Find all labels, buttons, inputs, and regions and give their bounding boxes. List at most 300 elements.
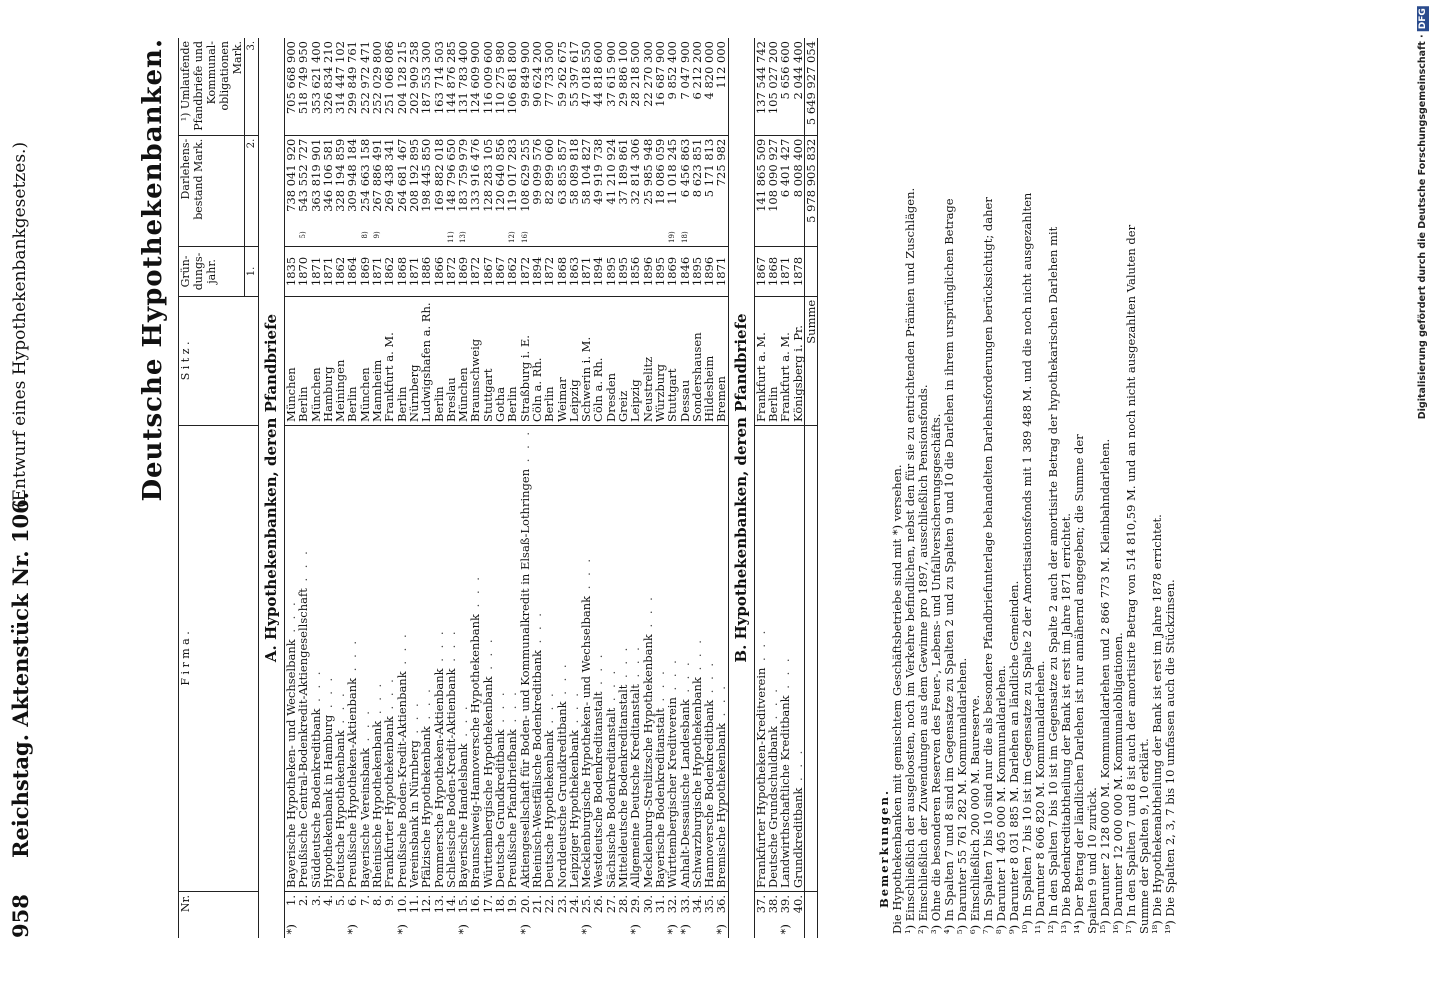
col-gruendung: Grün-dungs-jahr. [179,247,245,297]
founding-year: 1871 [371,247,383,297]
star-mark [322,921,334,938]
firm-name: Frankfurter Hypothekenbank . . . [383,425,395,891]
leader-dots: . . . [345,637,360,678]
bonds-outstanding: 77 733 500 [542,41,557,107]
remarks-list [891,38,1177,938]
running-head [8,38,38,938]
row-number: 12. [420,892,432,921]
firm-seat: Braunschweig [469,296,481,425]
bonds-outstanding: 29 886 100 [616,41,631,107]
firm-seat: Sondershausen [691,296,703,425]
firm-name: Hypothekenbank in Hamburg . . . [322,425,334,891]
firm-name: Pommersche Hypotheken-Aktienbank . . . [433,425,445,891]
leader-dots: . . . [765,686,780,727]
firm-name: Frankfurter Hypotheken-Kreditverein . . . [754,425,767,891]
remark-line: ¹) Einschließlich der ausgeloosten, noch im Verkehre befindlichen, nebst den für sie zu entrichtenden Prämien und Zuschlägen. [903,187,917,934]
footnote-mark [715,228,728,246]
section-b-heading: B. Hypothekenbanken, deren Pfandbriefe [728,38,754,938]
firm-name: Westdeutsche Bodenkreditanstalt . . . [592,425,604,891]
footnote-mark [691,228,703,246]
bonds-outstanding: 163 714 503 [431,41,446,115]
firm-name: Bayerische Bodenkreditanstalt . . . [654,425,666,891]
founding-year: 1863 [568,247,580,297]
remark-line: ¹⁵) Darunter 2 128 000 M. Kommunaldarlehen und 2 866 773 M. Kleinbahndarlehen. [1098,438,1112,934]
bonds-outstanding: 28 218 500 [628,41,643,107]
founding-year: 1846 [679,247,691,297]
founding-year: 1895 [617,247,629,297]
row-number: 9. [383,892,395,921]
row-number: 14. [445,892,457,921]
bonds-outstanding: 353 621 400 [308,41,323,115]
leader-dots: . . . [406,700,421,741]
row-number: 39. [779,892,791,921]
remark-line: ¹³) Die Bodenkreditabtheilung der Bank ist erst im Jahre 1871 errichtet. [1059,513,1073,934]
remark-line: ²) Einschließlich der Zuwendungen aus dem Gewinne pro 1897, ausschließlich Pensionsfonds. [916,384,930,934]
row-number: 11. [408,892,420,921]
firm-seat: Dessau [679,296,691,425]
leader-dots: . . . [702,659,717,700]
bonds-outstanding: 22 270 300 [640,41,655,107]
bonds-outstanding: 90 624 200 [529,41,544,107]
sum-pfand: 5 649 927 054 [804,38,817,135]
firm-seat: Berlin [543,296,555,425]
table-row [679,38,691,938]
firm-seat: München [285,296,298,425]
table-row [506,38,518,938]
loan-stock: 32 814 306 [629,135,641,228]
firm-seat: Berlin [346,296,358,425]
table-header [179,38,259,938]
bonds-outstanding: 705 668 900 [284,41,298,115]
bonds-outstanding: 106 681 800 [505,41,520,115]
loan-stock: 11 018 245 [666,135,678,228]
star-mark [506,921,518,938]
row-number: 7. [359,892,371,921]
leader-dots: . . . [505,689,520,730]
remarks-heading: Bemerkungen. [877,789,891,908]
leader-dots: . . . [542,690,557,731]
founding-year: 1868 [556,247,568,297]
firm-seat: Berlin [433,296,445,425]
firm-seat: Cöln a. Rh. [531,296,543,425]
row-number: 31. [654,892,666,921]
founding-year: 1868 [396,247,408,297]
leader-dots: . . . [616,644,631,685]
loan-stock: 141 865 509 [754,135,767,228]
firm-name: Schwarzburgische Hypothekenbank . . . [691,425,703,891]
star-mark: *) [665,924,680,935]
row-number: 29. [629,892,641,921]
row-number: 13. [433,892,445,921]
section-a-heading: A. Hypothekenbanken, deren Pfandbriefe [259,38,285,938]
star-mark [408,921,420,938]
sum-row-group [804,38,817,938]
leader-dots: . . . [554,661,569,702]
firm-seat: Leipzig [568,296,580,425]
firm-name: Preußische Central-Bodenkredit-Aktiengesellschaft . . . [297,425,309,891]
loan-stock: 108 629 255 [519,135,531,228]
firm-seat: Nürnberg [408,296,420,425]
col-bestand: Darlehens-bestand Mark. [179,135,245,246]
leader-dots: . . . [357,708,372,749]
firm-seat: Frankfurt a. M. [383,296,395,425]
row-number: 17. [482,892,494,921]
star-mark [383,921,395,938]
founding-year: 1867 [754,247,767,297]
loan-stock: 363 819 901 [310,135,322,228]
firm-name: Leipziger Hypothekenbank . . . [568,425,580,891]
bonds-outstanding: 2 044 400 [790,41,805,100]
table-row [556,38,568,938]
footnote-mark [396,228,408,246]
star-mark [543,921,555,938]
founding-year: 1895 [605,247,617,297]
row-number: 30. [642,892,654,921]
star-mark [420,921,432,938]
table-row [666,38,678,938]
footnote-mark [605,228,617,246]
founding-year: 1870 [297,247,309,297]
star-mark [433,921,445,938]
row-number: 3. [310,892,322,921]
founding-year: 1862 [506,247,518,297]
sum-row [804,38,817,938]
loan-stock: 6 456 863 [679,135,691,228]
bonds-outstanding: 116 009 600 [480,41,495,115]
firm-name: Norddeutsche Grundkreditbank . . . [556,425,568,891]
founding-year: 1869 [359,247,371,297]
firm-name: Deutsche Hypothekenbank . . . [334,425,346,891]
loan-stock: 309 948 184 [346,135,358,228]
firm-seat: München [457,296,469,425]
founding-year: 1878 [792,247,805,297]
footnote-mark [767,228,779,246]
firm-seat: München [310,296,322,425]
table-title: Deutsche Hypothekenbanken. [138,38,168,502]
footnote-mark: 13) [459,231,468,243]
row-number: 6. [346,892,358,921]
firm-name: Braunschweig-Hannoversche Hypothekenbank . . . [469,425,481,891]
footnote-mark: 19) [668,231,677,243]
firm-seat: Stuttgart [666,296,678,425]
leader-dots: . . . [753,627,768,668]
remark-line: ⁷) In Spalten 7 bis 10 sind nur die als besondere Pfandbriefunterlage behandelten Darlehnsforderungen berücksichtigt; daher [981,197,995,934]
star-mark [359,921,371,938]
firm-seat: Leipzig [629,296,641,425]
dfg-credit [1417,6,1428,419]
star-mark [371,921,383,938]
remark-line: Die Hypothekenbanken mit gemischtem Geschäftsbetriebe sind mit *) versehen. [890,464,904,934]
remark-line: ⁵) Darunter 55 761 282 M. Kommunaldarlehen. [955,657,969,934]
firm-seat: Berlin [767,296,779,425]
firm-name: Rheinisch-Westfälische Bodenkreditbank . . . [531,425,543,891]
firm-seat: Berlin [297,296,309,425]
bonds-outstanding: 9 852 400 [665,41,680,100]
firm-seat: Ludwigshafen a. Rh. [420,296,432,425]
leader-dots: . . . [652,668,667,709]
remark-line: ⁶) Einschließlich 200 000 M. Baureserve. [968,694,982,934]
remark-line: ¹⁴) Der Betrag der ländlichen Darlehen ist nur annähernd angegeben; die Summe der [1072,434,1086,934]
leader-dots: . . . [394,631,409,672]
loan-stock: 82 899 060 [543,135,555,228]
loan-stock: 254 663 158 [359,135,371,228]
loan-stock: 37 189 861 [617,135,629,228]
star-mark [556,921,568,938]
firm-seat: Breslau [445,296,457,425]
star-mark [754,921,767,938]
founding-year: 1872 [469,247,481,297]
table-row [592,38,604,938]
firm-seat: Gotha [494,296,506,425]
table-row [779,38,791,938]
founding-year: 1864 [346,247,358,297]
firm-seat: Mannheim [371,296,383,425]
remark-line: ⁸) Darunter 1 405 000 M. Kommunaldarlehen. [994,665,1008,934]
firm-name: Allgemeine Deutsche Kreditanstalt . . . [629,425,641,891]
footnote-mark [469,228,481,246]
leader-dots: . . . [591,651,606,692]
loan-stock: 5 171 813 [703,135,715,228]
footnote-mark [310,228,322,246]
founding-year: 1862 [334,247,346,297]
star-mark [792,921,805,938]
table-row [346,38,358,938]
row-number: 5. [334,892,346,921]
leader-dots: . . . [665,657,680,698]
leader-dots: . . . [714,683,729,724]
star-mark [482,921,494,938]
loan-stock: 208 192 895 [408,135,420,228]
bonds-outstanding: 6 212 200 [689,41,704,100]
star-mark: *) [456,924,471,935]
firm-name: Preußische Hypotheken-Aktienbank . . . [346,425,358,891]
footnote-mark: 12) [508,231,517,243]
bonds-outstanding: 44 818 600 [591,41,606,107]
leader-dots: . . . [579,555,594,596]
footnote-mark [383,228,395,246]
founding-year: 1896 [703,247,715,297]
footnote-mark [420,228,432,246]
loan-stock: 99 099 576 [531,135,543,228]
sum-label: Summe [804,296,817,425]
footnote-mark [494,228,506,246]
leader-dots: . . . [333,690,348,731]
loan-stock: 183 759 979 [457,135,469,228]
bonds-outstanding: 314 447 102 [333,41,348,115]
row-number: 24. [568,892,580,921]
footnote-mark: 8) [360,231,369,239]
bonds-outstanding: 299 849 761 [345,41,360,115]
footnote-mark [322,228,334,246]
firm-seat: Stuttgart [482,296,494,425]
firm-name: Vereinsbank in Nürnberg . . . [408,425,420,891]
leader-dots: . . . [628,644,643,685]
table-row [383,38,395,938]
leader-dots: . . . [468,574,483,614]
footnote-mark [642,228,654,246]
firm-seat: München [359,296,371,425]
leader-dots: . . . [778,655,793,696]
row-number: 23. [556,892,568,921]
document-subtitle: (Entwurf eines Hypothekenbankgesetzes.) [10,141,30,508]
bonds-outstanding: 16 687 900 [652,41,667,107]
bonds-outstanding: 59 262 675 [554,41,569,107]
footnote-mark [754,228,767,246]
firm-name: Mecklenburg-Strelitzsche Hypothekenbank . . . [642,425,654,891]
bonds-outstanding: 5 656 600 [778,41,793,100]
footnote-mark [580,228,592,246]
loan-stock: 725 982 [715,135,728,228]
footnote-mark: 16) [520,231,529,243]
col-num-2: 2. [245,135,259,246]
firm-seat: Berlin [506,296,518,425]
section-a-rows [259,38,729,938]
footnote-mark: 9) [373,231,382,239]
row-number: 10. [396,892,408,921]
founding-year: 1867 [494,247,506,297]
founding-year: 1871 [322,247,334,297]
footnote-mark [568,228,580,246]
loan-stock: 6 401 427 [779,135,791,228]
footnote-mark [654,228,666,246]
bonds-outstanding: 252 029 800 [370,41,385,115]
row-number: 20. [519,892,531,921]
loan-stock: 8 008 400 [792,135,805,228]
star-mark: *) [714,924,729,935]
row-number: 28. [617,892,629,921]
loan-stock: 58 089 818 [568,135,580,228]
row-number: 4. [322,892,334,921]
loan-stock: 119 017 283 [506,135,518,228]
dfg-logo: DFG [1418,8,1428,30]
remark-line: ⁹) Darunter 8 031 885 M. Darlehen an ländliche Gemeinden. [1007,580,1021,934]
col-nr: Nr. [179,892,259,921]
founding-year: 1872 [519,247,531,297]
loan-stock: 198 445 850 [420,135,432,228]
footnote-mark [792,228,805,246]
col-firma: F i r m a . [179,425,259,891]
firm-name: Mitteldeutsche Bodenkreditanstalt . . . [617,425,629,891]
founding-year: 1895 [654,247,666,297]
star-mark [592,921,604,938]
firm-seat: Königsberg i. Pr. [792,296,805,425]
footnote-mark: 11) [446,231,455,243]
leader-dots: . . . [603,667,618,708]
founding-year: 1868 [767,247,779,297]
row-number: 35. [703,892,715,921]
firm-name: Deutsche Hypothekenbank . . . [543,425,555,891]
bonds-outstanding: 47 018 550 [579,41,594,107]
loan-stock: 108 090 927 [767,135,779,228]
row-number: 25. [580,892,592,921]
loan-stock: 264 681 467 [396,135,408,228]
firm-seat: Dresden [605,296,617,425]
row-number: 18. [494,892,506,921]
loan-stock: 120 640 856 [494,135,506,228]
document-title: Reichstag. Aktenstück Nr. 106. [8,492,33,858]
bonds-outstanding: 37 615 900 [603,41,618,107]
row-number: 15. [457,892,469,921]
leader-dots: . . . [677,659,692,700]
footnote-mark: 18) [680,231,689,243]
row-number: 36. [715,892,728,921]
row-number: 2. [297,892,309,921]
remark-line: ³) Ohne die besonderen Reserven des Feuer-, Lebens- und Unfallversicherungsgeschäfts. [929,413,943,934]
leader-dots: . . . [640,594,655,635]
founding-year: 1871 [580,247,592,297]
firm-seat: Neustrelitz [642,296,654,425]
firm-seat: Hamburg [322,296,334,425]
bonds-outstanding: 187 553 300 [419,41,434,115]
footnote-mark [531,228,543,246]
founding-year: 1869 [457,247,469,297]
star-mark: *) [579,924,594,935]
sum-bestand: 5 978 905 832 [804,135,817,228]
bonds-outstanding: 202 909 258 [406,41,421,115]
remark-line: Spalten 9 und 10 zurück. [1085,787,1099,934]
firm-seat: Cöln a. Rh. [592,296,604,425]
footnote-mark [285,228,298,246]
footnote-mark [408,228,420,246]
bonds-outstanding: 251 068 086 [382,41,397,115]
founding-year: 1894 [592,247,604,297]
star-mark [642,921,654,938]
leader-dots: . . . [320,674,335,715]
firm-seat: Greiz [617,296,629,425]
leader-dots: . . . [443,628,458,669]
firm-seat: Würzburg [654,296,666,425]
row-number: 19. [506,892,518,921]
footnote-mark: 5) [299,231,308,239]
table-row [543,38,555,938]
loan-stock: 169 882 018 [433,135,445,228]
table-row [297,38,309,938]
founding-year: 1894 [531,247,543,297]
star-mark [691,921,703,938]
founding-year: 1886 [420,247,432,297]
founding-year: 1871 [310,247,322,297]
row-number: 32. [666,892,678,921]
firm-name: Bayerische Vereinsbank . . . [359,425,371,891]
bonds-outstanding: 105 027 200 [765,41,780,115]
leader-dots: . . . [284,599,298,640]
founding-year: 1835 [285,247,298,297]
star-mark [469,921,481,938]
loan-stock: 63 855 857 [556,135,568,228]
row-number: 27. [605,892,617,921]
bonds-outstanding: 55 397 617 [566,41,581,107]
col-pfand: ¹) Umlaufende Pfandbriefe und Kommunal-obligationen Mark. [179,38,245,135]
col-sitz: S i t z . [179,296,259,425]
loan-stock: 18 086 059 [654,135,666,228]
page-number: 958 [8,894,33,938]
footnote-mark [703,228,715,246]
firm-name: Deutsche Grundschuldbank . . . [767,425,779,891]
footnote-mark [556,228,568,246]
remark-line: ¹¹) Darunter 8 606 820 M. Kommunaldarlehen. [1033,660,1047,934]
table-row [433,38,445,938]
footnote-mark [543,228,555,246]
founding-year: 1871 [715,247,728,297]
star-mark: *) [345,924,360,935]
col-num-3: 3. [245,38,259,135]
bonds-outstanding: 131 783 400 [456,41,471,115]
leader-dots: . . . [370,680,385,721]
loan-stock: 128 283 105 [482,135,494,228]
remark-line: ¹⁹) Die Spalten 2, 3, 7 bis 10 umfassen auch die Stückzinsen. [1163,579,1177,934]
founding-year: 1871 [779,247,791,297]
founding-year: 1867 [482,247,494,297]
